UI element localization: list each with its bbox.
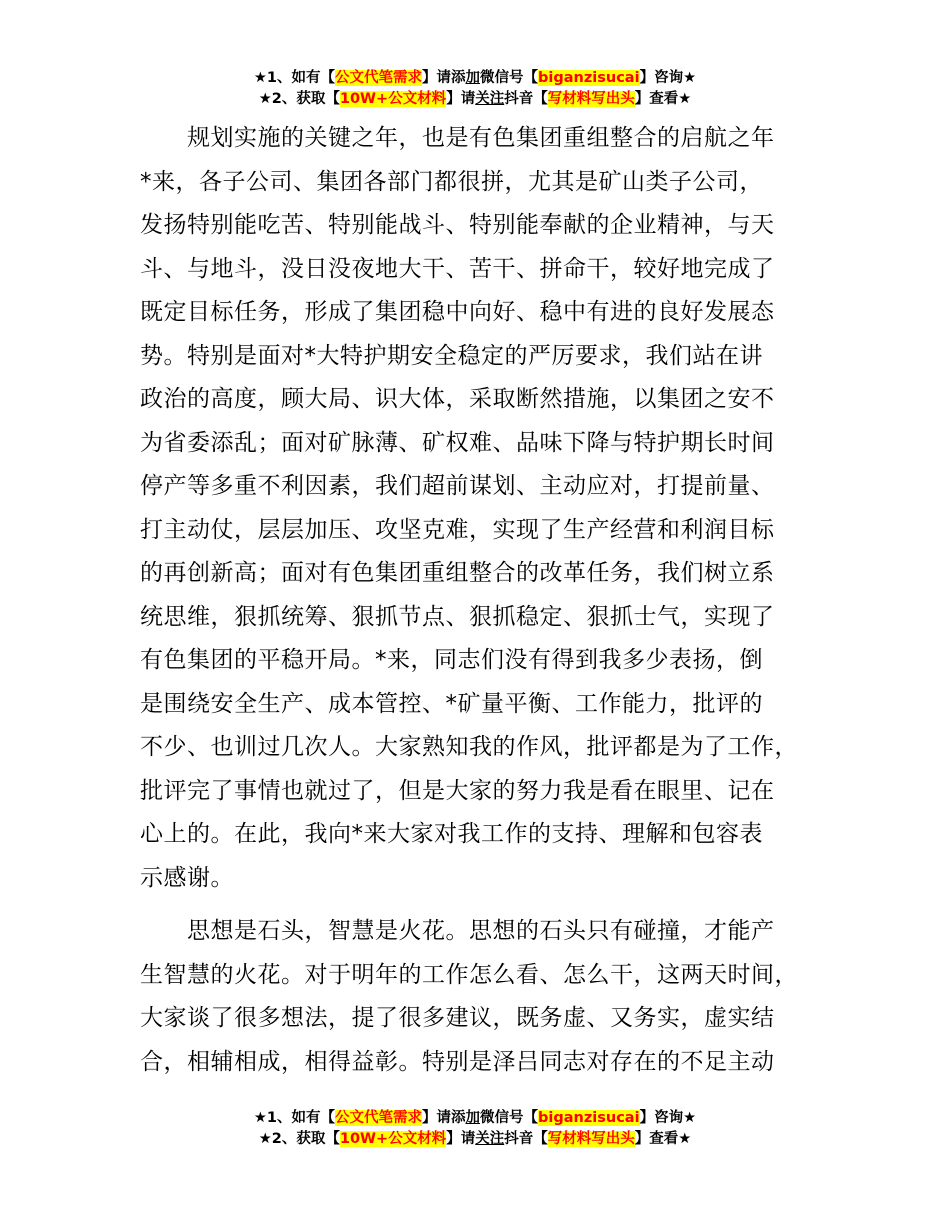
banner-text: 关注	[475, 1131, 505, 1147]
banner-text: 加	[465, 70, 481, 86]
banner-text: 微信号【	[480, 1110, 539, 1126]
highlight-douyin: 写材料写出头	[547, 1131, 635, 1147]
document-body	[140, 117, 820, 1084]
banner-line-2	[0, 89, 950, 110]
footer-banner	[0, 1108, 950, 1150]
text-line: 是围绕安全生产、成本管控、*矿量平衡、工作能力，批评的	[140, 690, 763, 717]
banner-text: 加	[465, 1110, 481, 1126]
header-banner	[0, 68, 950, 110]
banner-text: 】查看★	[634, 91, 692, 107]
text-line: 统思维，狠抓统筹、狠抓节点、狠抓稳定、狠抓士气，实现了	[140, 603, 775, 630]
banner-text: ★2、获取【	[258, 1131, 340, 1147]
text-line: 大家谈了很多想法，提了很多建议，既务虚、又务实，虚实结	[140, 1005, 775, 1031]
text-line: 为省委添乱；面对矿脉薄、矿权难、品味下降与特护期长时间	[140, 429, 775, 456]
text-line: 生智慧的火花。对于明年的工作怎么看、怎么干，这两天时间，	[140, 961, 798, 988]
highlight-materials: 10W+公文材料	[339, 1131, 447, 1147]
text-line: 不少、也训过几次人。大家熟知我的作风，批评都是为了工作，	[140, 734, 798, 760]
banner-text: 抖音【	[504, 91, 548, 107]
highlight-materials: 10W+公文材料	[339, 91, 447, 107]
text-line: 政治的高度，顾大局、识大体，采取断然措施，以集团之安不	[140, 386, 775, 412]
highlight-service: 公文代笔需求	[335, 70, 423, 86]
text-line: 停产等多重不利因素，我们超前谋划、主动应对，打提前量、	[140, 473, 775, 499]
text-line: 思想是石头，智慧是火花。思想的石头只有碰撞，才能产	[140, 918, 775, 944]
text-line: *来，各子公司、集团各部门都很拼，尤其是矿山类子公司，	[140, 168, 763, 195]
banner-line-2	[0, 1129, 950, 1150]
banner-text: 】咨询★	[639, 70, 697, 86]
banner-text: 】查看★	[634, 1131, 692, 1147]
banner-text: 抖音【	[504, 1131, 548, 1147]
banner-text: 】请添	[422, 70, 466, 86]
text-line: 心上的。在此，我向*来大家对我工作的支持、理解和包容表	[140, 821, 763, 847]
text-line: 批评完了事情也就过了，但是大家的努力我是看在眼里、记在	[140, 777, 775, 804]
text-line: 既定目标任务，形成了集团稳中向好、稳中有进的良好发展态	[140, 299, 775, 325]
text-line: 示感谢。	[140, 864, 234, 891]
highlight-douyin: 写材料写出头	[547, 91, 635, 107]
highlight-service: 公文代笔需求	[335, 1110, 423, 1126]
text-line: 合，相辅相成，相得益彰。特别是泽吕同志对存在的不足主动	[140, 1048, 775, 1075]
banner-text: ★1、如有【	[253, 70, 336, 86]
banner-text: 关注	[475, 91, 505, 107]
highlight-wechat-id: biganzisucai	[538, 1110, 640, 1126]
text-line: 的再创新高；面对有色集团重组整合的改革任务，我们树立系	[140, 560, 775, 586]
banner-text: ★1、如有【	[253, 1110, 336, 1126]
text-line: 打主动仗，层层加压、攻坚克难，实现了生产经营和利润目标	[140, 516, 775, 543]
banner-line-1	[0, 68, 950, 89]
banner-text: 】请添	[422, 1110, 466, 1126]
text-line: 有色集团的平稳开局。*来，同志们没有得到我多少表扬，倒	[140, 647, 763, 673]
banner-text: ★2、获取【	[258, 91, 340, 107]
text-line: 势。特别是面对*大特护期安全稳定的严厉要求，我们站在讲	[140, 342, 763, 369]
text-line: 斗、与地斗，没日没夜地大干、苦干、拼命干，较好地完成了	[140, 255, 775, 282]
paragraph-2	[140, 910, 820, 1084]
banner-text: 】请	[446, 1131, 476, 1147]
text-line: 发扬特别能吃苦、特别能战斗、特别能奉献的企业精神，与天	[140, 212, 775, 238]
banner-text: 】请	[446, 91, 476, 107]
banner-line-1	[0, 1108, 950, 1129]
banner-text: 】咨询★	[639, 1110, 697, 1126]
paragraph-1	[140, 117, 820, 900]
highlight-wechat-id: biganzisucai	[538, 70, 640, 86]
text-line: 规划实施的关键之年，也是有色集团重组整合的启航之年	[140, 125, 775, 151]
paragraph-gap	[140, 900, 820, 910]
banner-text: 微信号【	[480, 70, 539, 86]
